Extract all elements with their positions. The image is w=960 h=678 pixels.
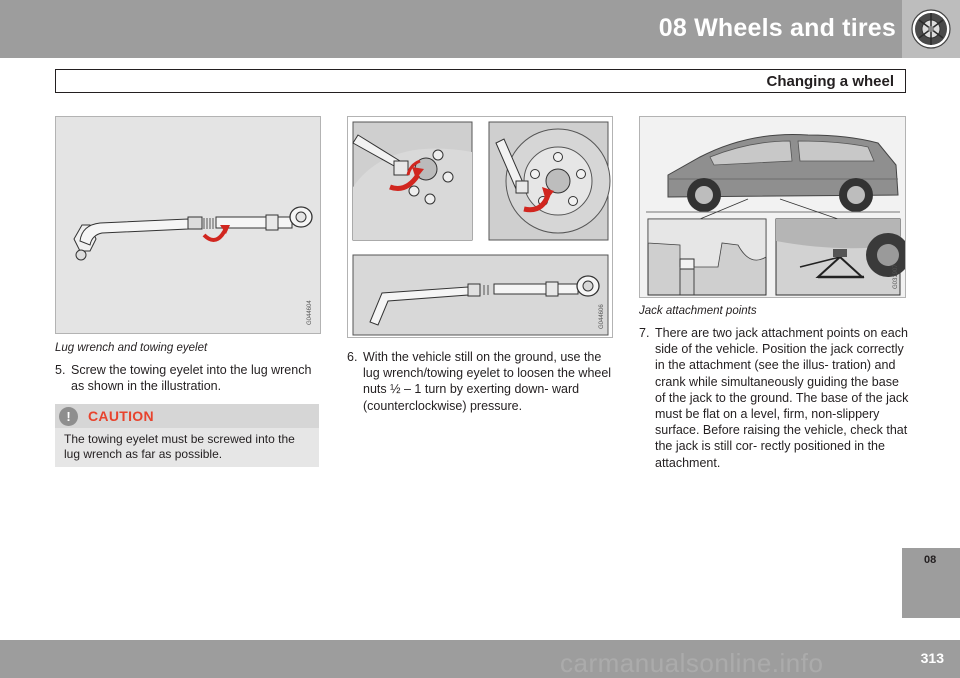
- caution-header: [55, 404, 319, 428]
- jack-attachment-figure: [639, 116, 906, 298]
- wheel-nuts-illustration: [348, 117, 613, 338]
- caution-box: [55, 404, 319, 467]
- chapter-tab-label: 08: [924, 554, 937, 566]
- step-7: [639, 325, 909, 471]
- section-title: Changing a wheel: [766, 73, 894, 90]
- watermark-text: carmanualsonline.info: [560, 648, 824, 678]
- step-5: [55, 362, 317, 394]
- step-text: There are two jack attachment points on each side of the vehicle. Position the jack correctly in the attachment (see the illus- tration) and crank while simultaneously guiding the base of the jack to the ground. The base of the jack must be flat on a level, firm, non-slippery surface. Before raising the vehicle, check that the jack is still cor- rectly positioned in the attachment.: [655, 326, 909, 470]
- jack-attachment-illustration: [640, 117, 906, 298]
- chapter-icon-tab: [902, 0, 960, 58]
- chapter-title: 08 Wheels and tires: [658, 14, 896, 42]
- figure-code: G031907: [893, 264, 899, 289]
- figure-code: G044606: [599, 304, 605, 329]
- figure-caption: Lug wrench and towing eyelet: [55, 342, 208, 354]
- caution-title: CAUTION: [88, 408, 154, 424]
- chapter-side-tab: [902, 548, 960, 618]
- step-text: Screw the towing eyelet into the lug wrench as shown in the illustration.: [71, 363, 312, 394]
- step-number: 7.: [639, 326, 650, 340]
- lug-wrench-illustration: [56, 117, 321, 334]
- section-title-bar: [55, 69, 906, 93]
- step-number: 5.: [55, 363, 66, 377]
- lug-wrench-figure: [55, 116, 321, 334]
- caution-text: The towing eyelet must be screwed into the lug wrench as far as possible.: [64, 432, 295, 461]
- wheel-nuts-figure: [347, 116, 613, 338]
- page-number: 313: [920, 650, 944, 666]
- step-text: With the vehicle still on the ground, use the lug wrench/towing eyelet to loosen the wheel nuts ½ – 1 turn by exerting down- ward (counterclockwise) pressure.: [363, 350, 612, 413]
- figure-code: G044604: [307, 300, 313, 325]
- figure-caption: Jack attachment points: [639, 305, 757, 317]
- wheel-icon: [910, 8, 952, 50]
- top-header-band: [0, 0, 960, 58]
- step-number: 6.: [347, 350, 358, 364]
- exclamation-icon: !: [59, 407, 78, 426]
- step-6: [347, 349, 617, 414]
